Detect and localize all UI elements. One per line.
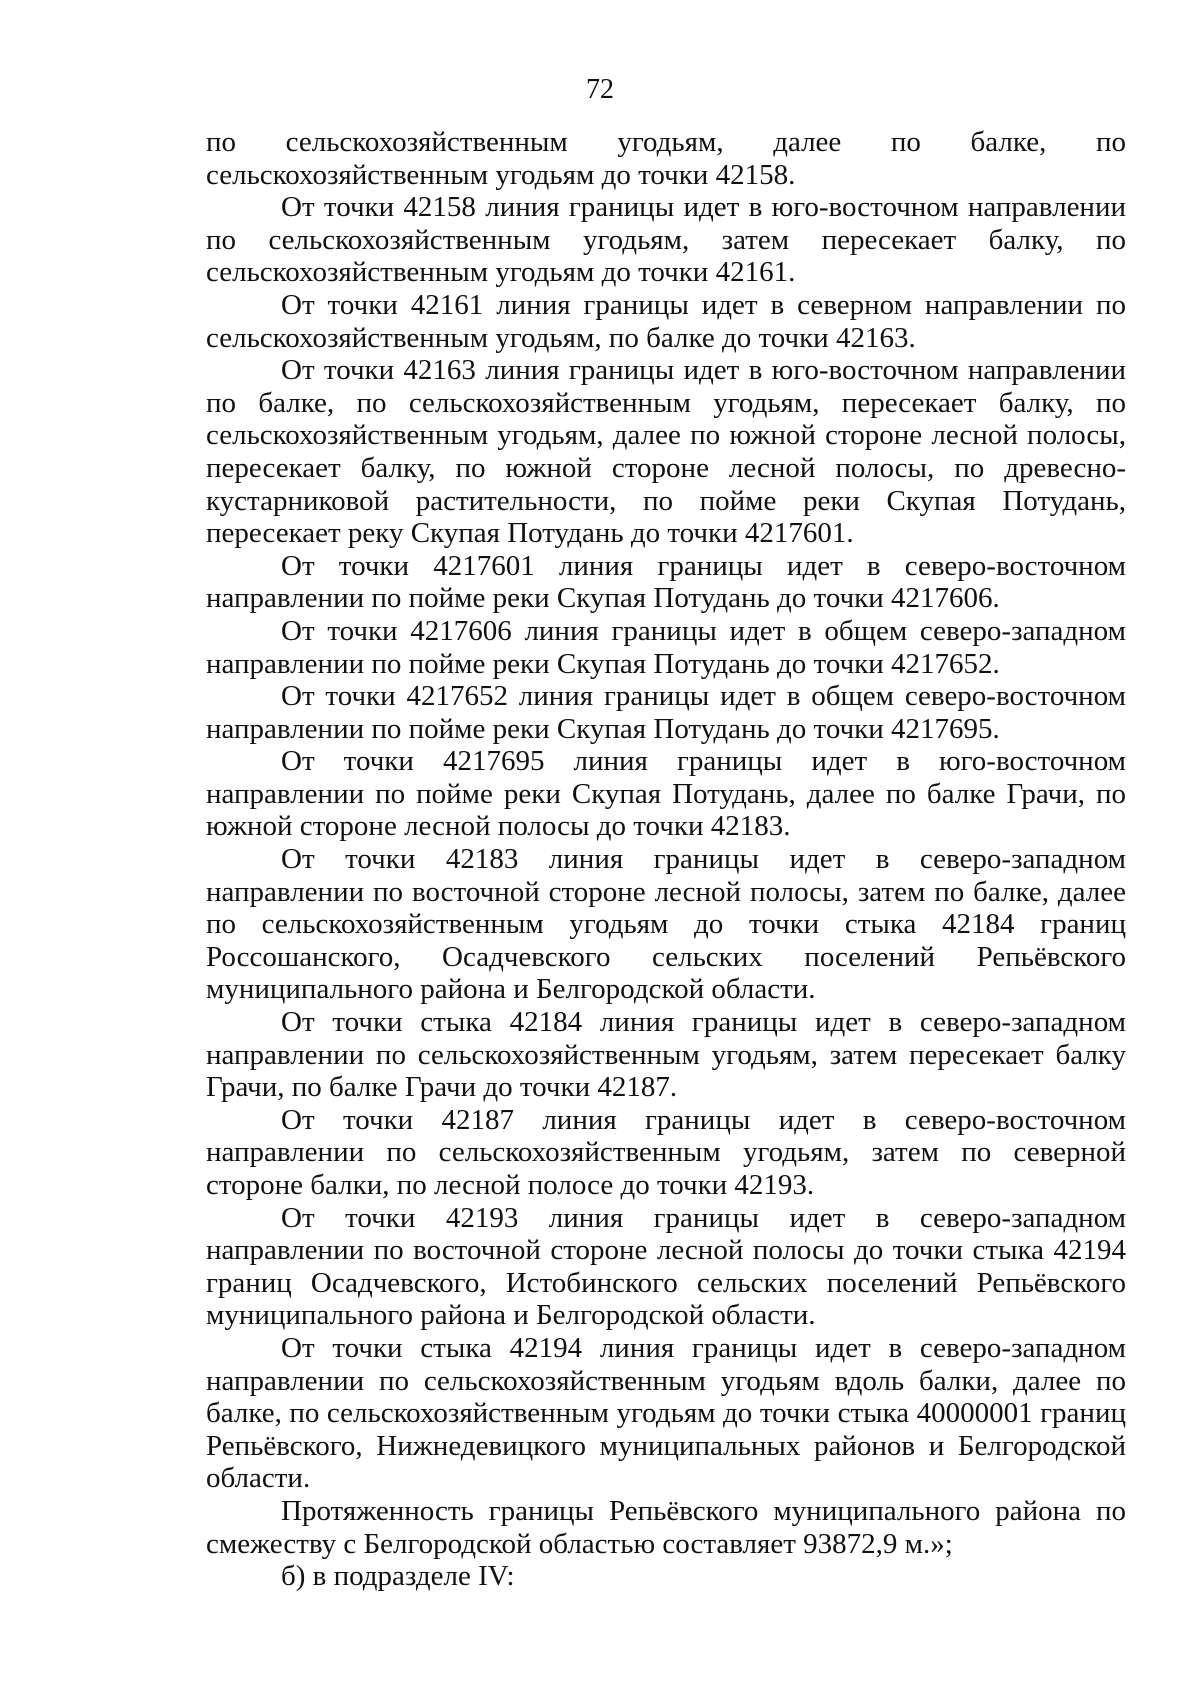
paragraph-boundary-length: Протяженность границы Репьёвского муниципального района по смежеству с Белгородской областью составляет 93872,9 м.»; [206, 1494, 1126, 1560]
paragraph-point-4217601: От точки 4217601 линия границы идет в северо-восточном направлении по пойме реки Скупая Потудань до точки 4217606. [206, 549, 1126, 615]
document-body [206, 126, 1126, 1593]
paragraph-point-42187: От точки 42187 линия границы идет в северо-восточном направлении по сельскохозяйственным угодьям, затем по северной стороне балки, по лесной полосе до точки 42193. [206, 1103, 1126, 1201]
paragraph-point-42163: От точки 42163 линия границы идет в юго-восточном направлении по балке, по сельскохозяйственным угодьям, пересекает балку, по сельскохозяйственным угодьям, далее по южной стороне лесной полосы, пересекает балку, по южной стороне лесной полосы, по древесно-кустарниковой растительности, по пойме реки Скупая Потудань, пересекает реку Скупая Потудань до точки 4217601. [206, 354, 1126, 550]
paragraph-point-42184: От точки стыка 42184 линия границы идет в северо-западном направлении по сельскохозяйственным угодьям, затем пересекает балку Грачи, по балке Грачи до точки 42187. [206, 1006, 1126, 1104]
paragraph-point-4217695: От точки 4217695 линия границы идет в юго-восточном направлении по пойме реки Скупая Потудань, далее по балке Грачи, по южной стороне лесной полосы до точки 42183. [206, 745, 1126, 843]
paragraph-continuation: по сельскохозяйственным угодьям, далее по балке, по сельскохозяйственным угодьям до точки 42158. [206, 126, 1126, 191]
paragraph-point-42158: От точки 42158 линия границы идет в юго-восточном направлении по сельскохозяйственным угодьям, затем пересекает балку, по сельскохозяйственным угодьям до точки 42161. [206, 191, 1126, 289]
page-number: 72 [586, 74, 614, 105]
paragraph-point-42193: От точки 42193 линия границы идет в северо-западном направлении по восточной стороне лесной полосы до точки стыка 42194 границ Осадчевского, Истобинского сельских поселений Репьёвского муниципального района и Белгородской области. [206, 1201, 1126, 1332]
paragraph-subsection-iv: б) в подразделе IV: [281, 1560, 515, 1593]
paragraph-point-4217606: От точки 4217606 линия границы идет в общем северо-западном направлении по пойме реки Скупая Потудань до точки 4217652. [206, 614, 1126, 680]
paragraph-point-4217652: От точки 4217652 линия границы идет в общем северо-восточном направлении по пойме реки Скупая Потудань до точки 4217695. [206, 680, 1126, 745]
paragraph-point-42183: От точки 42183 линия границы идет в северо-западном направлении по восточной стороне лесной полосы, затем по балке, далее по сельскохозяйственным угодьям до точки стыка 42184 границ Россошанского, Осадчевского сельских поселений Репьёвского муниципального района и Белгородской области. [206, 843, 1126, 1006]
paragraph-point-42194: От точки стыка 42194 линия границы идет в северо-западном направлении по сельскохозяйственным угодьям вдоль балки, далее по балке, по сельскохозяйственным угодьям до точки стыка 40000001 границ Репьёвского, Нижнедевицкого муниципальных районов и Белгородской области. [206, 1331, 1126, 1495]
paragraph-point-42161: От точки 42161 линия границы идет в северном направлении по сельскохозяйственным угодьям, по балке до точки 42163. [206, 288, 1126, 354]
